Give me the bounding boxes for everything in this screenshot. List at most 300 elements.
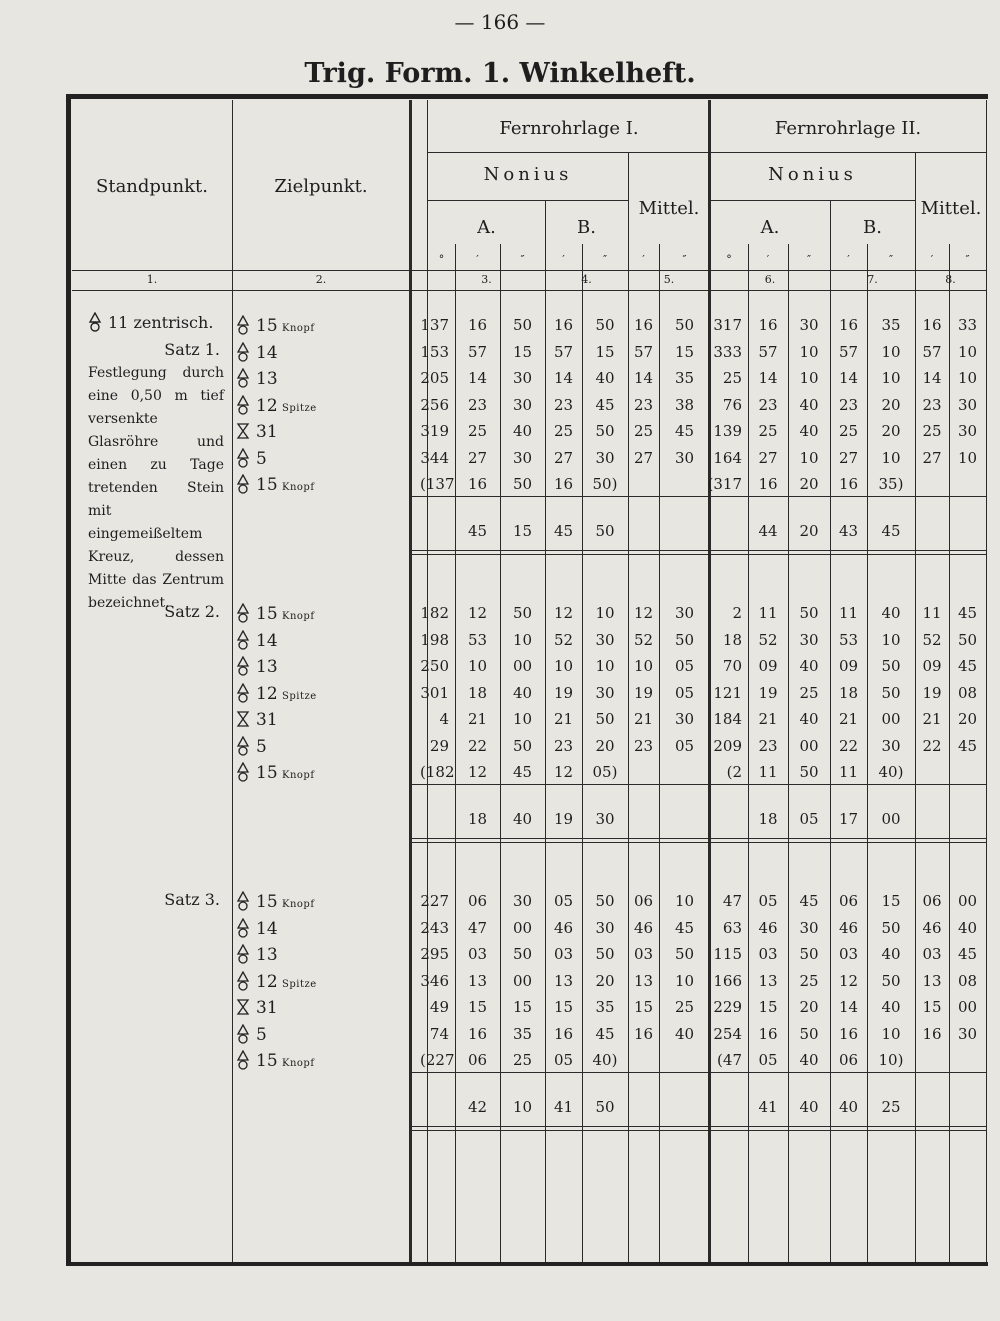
data-cell: 50 bbox=[799, 763, 819, 781]
data-cell: (227 bbox=[420, 1051, 455, 1069]
data-cell: 182 bbox=[420, 604, 449, 622]
unit-mark: ″ bbox=[520, 253, 525, 266]
header-mittel-2: Mittel. bbox=[920, 198, 982, 219]
data-cell: 30 bbox=[595, 918, 615, 937]
data-cell: 13 bbox=[758, 971, 778, 990]
triangulation-signal-icon bbox=[236, 448, 250, 468]
data-cell: 00 bbox=[957, 892, 978, 910]
target-mark: Knopf bbox=[282, 611, 315, 622]
header-nonius-a-1: A. bbox=[477, 217, 496, 238]
data-cell: 21 bbox=[553, 710, 574, 728]
data-cell: 254 bbox=[713, 1024, 742, 1043]
data-cell: 03 bbox=[467, 945, 488, 963]
sum-cell: 41 bbox=[758, 1097, 778, 1116]
data-cell: 50 bbox=[595, 422, 615, 440]
data-cell: 121 bbox=[713, 683, 742, 702]
data-cell: 137 bbox=[420, 316, 449, 334]
data-cell: 03 bbox=[633, 945, 654, 963]
unit-mark: ′ bbox=[476, 253, 479, 266]
target-number: 31 bbox=[256, 710, 278, 730]
data-cell: 10 bbox=[957, 369, 978, 387]
target-point bbox=[236, 342, 282, 362]
data-cell: 40 bbox=[881, 945, 901, 963]
data-cell: 50 bbox=[512, 316, 533, 334]
data-cell: 50 bbox=[512, 945, 533, 963]
data-cell: 14 bbox=[838, 369, 859, 387]
column-number: 2. bbox=[315, 273, 327, 286]
triangulation-signal-icon bbox=[236, 315, 250, 335]
data-cell: 227 bbox=[420, 892, 449, 910]
data-cell: 10 bbox=[512, 630, 533, 649]
data-cell: 14 bbox=[553, 369, 574, 387]
data-cell: 164 bbox=[713, 448, 742, 467]
data-cell: 16 bbox=[838, 1024, 859, 1043]
data-cell: 14 bbox=[838, 998, 859, 1016]
target-mark: Spitze bbox=[282, 690, 317, 702]
data-cell: 153 bbox=[420, 342, 449, 361]
hourglass-signal-icon bbox=[236, 997, 250, 1017]
data-cell: 05 bbox=[674, 657, 695, 675]
data-cell: 18 bbox=[838, 683, 859, 702]
data-cell: 23 bbox=[467, 395, 488, 414]
data-cell: 250 bbox=[420, 657, 449, 675]
data-cell: 40 bbox=[957, 918, 978, 937]
data-cell: 27 bbox=[922, 448, 942, 467]
data-cell: 30 bbox=[595, 448, 615, 467]
data-cell: 03 bbox=[758, 945, 778, 963]
data-cell: 50 bbox=[595, 945, 615, 963]
unit-mark: ″ bbox=[806, 253, 812, 266]
data-cell: 30 bbox=[799, 316, 819, 334]
data-cell: 16 bbox=[758, 1024, 778, 1043]
section-rule bbox=[412, 554, 986, 555]
triangulation-signal-icon bbox=[236, 474, 250, 494]
data-cell: 23 bbox=[758, 395, 778, 414]
data-cell: 50 bbox=[674, 945, 695, 963]
data-cell: 45 bbox=[595, 1024, 615, 1043]
data-cell: 06 bbox=[633, 892, 654, 910]
data-cell: 25 bbox=[467, 422, 488, 440]
data-cell: 09 bbox=[922, 657, 942, 675]
data-cell: 10 bbox=[957, 448, 978, 467]
data-cell: 25 bbox=[799, 683, 819, 702]
data-cell: 40 bbox=[799, 710, 819, 728]
data-cell: 10 bbox=[595, 657, 615, 675]
data-cell: 33 bbox=[957, 316, 978, 334]
section-rule bbox=[412, 1072, 986, 1073]
target-point bbox=[236, 891, 315, 913]
data-cell: 03 bbox=[838, 945, 859, 963]
data-cell: 47 bbox=[722, 892, 742, 910]
sum-cell: 20 bbox=[799, 521, 819, 540]
column-number: 7. bbox=[867, 273, 878, 286]
target-point bbox=[236, 1050, 315, 1072]
data-cell: 30 bbox=[674, 604, 695, 622]
triangulation-signal-icon bbox=[236, 944, 250, 964]
sum-cell: 18 bbox=[758, 809, 778, 828]
hourglass-signal-icon bbox=[236, 421, 250, 441]
data-cell: 16 bbox=[922, 1024, 942, 1043]
data-cell: 2 bbox=[732, 604, 742, 622]
sum-cell: 50 bbox=[595, 521, 615, 540]
data-cell: 63 bbox=[722, 918, 742, 937]
data-cell: 30 bbox=[799, 630, 819, 649]
triangulation-signal-icon bbox=[236, 736, 250, 756]
sum-cell: 43 bbox=[838, 521, 859, 540]
section-rule bbox=[412, 496, 986, 497]
target-point bbox=[236, 603, 315, 625]
target-mark: Spitze bbox=[282, 402, 317, 414]
data-cell: 57 bbox=[633, 342, 654, 361]
triangulation-signal-icon bbox=[236, 368, 250, 388]
target-point bbox=[236, 997, 282, 1017]
data-cell: 317 bbox=[713, 316, 742, 334]
data-cell: 15 bbox=[674, 342, 695, 361]
data-cell: 16 bbox=[467, 316, 488, 334]
sum-cell: 18 bbox=[467, 809, 488, 828]
data-cell: 25 bbox=[722, 369, 742, 387]
data-cell: 23 bbox=[633, 736, 654, 755]
data-cell: 19 bbox=[553, 683, 574, 702]
data-cell: 40 bbox=[799, 657, 819, 675]
data-cell: 57 bbox=[758, 342, 778, 361]
data-cell: 16 bbox=[838, 316, 859, 334]
unit-mark: ″ bbox=[888, 253, 894, 266]
triangulation-signal-icon bbox=[236, 342, 250, 362]
data-cell: 25 bbox=[512, 1051, 533, 1069]
data-cell: 00 bbox=[799, 736, 819, 755]
satz-label: Satz 1. bbox=[164, 340, 220, 359]
data-cell: 05 bbox=[674, 683, 695, 702]
triangulation-signal-icon bbox=[236, 630, 250, 650]
target-point bbox=[236, 630, 282, 650]
data-cell: 18 bbox=[722, 630, 742, 649]
data-cell: 35 bbox=[881, 316, 901, 334]
sum-cell: 44 bbox=[758, 521, 778, 540]
data-cell: 08 bbox=[957, 971, 978, 990]
data-cell: 16 bbox=[467, 1024, 488, 1043]
data-cell: 10 bbox=[799, 342, 819, 361]
data-cell: 15 bbox=[633, 998, 654, 1016]
rule-h bbox=[72, 290, 986, 291]
data-cell: 10 bbox=[881, 342, 901, 361]
data-cell: 10 bbox=[799, 369, 819, 387]
target-mark: Knopf bbox=[282, 1058, 315, 1069]
data-cell: 30 bbox=[674, 710, 695, 728]
data-cell: 205 bbox=[420, 369, 449, 387]
data-cell: 50 bbox=[674, 630, 695, 649]
station-label: 11 zentrisch. bbox=[88, 312, 213, 332]
data-cell: 23 bbox=[553, 736, 574, 755]
target-point bbox=[236, 656, 282, 676]
data-cell: 23 bbox=[633, 395, 654, 414]
target-number: 15 bbox=[256, 892, 278, 912]
target-point bbox=[236, 421, 282, 441]
target-number: 13 bbox=[256, 945, 278, 965]
target-point bbox=[236, 683, 317, 705]
data-cell: 4 bbox=[439, 710, 449, 728]
data-cell: 30 bbox=[957, 395, 978, 414]
data-cell: 10 bbox=[674, 892, 695, 910]
data-cell: 45 bbox=[799, 892, 819, 910]
column-number: 6. bbox=[764, 273, 776, 286]
section-rule bbox=[412, 1130, 986, 1131]
target-point bbox=[236, 315, 315, 337]
data-cell: 45 bbox=[674, 918, 695, 937]
data-cell: 40 bbox=[512, 683, 533, 702]
sum-cell: 40 bbox=[799, 1097, 819, 1116]
data-cell: 295 bbox=[420, 945, 449, 963]
data-cell: 57 bbox=[553, 342, 574, 361]
station-note: Festlegung durch eine 0,50 m tief versenkte Glasröhre und einen zu Tage tretenden Stein mit eingemeißeltem Kreuz, dessen Mitte das Zentrum bezeichnet. bbox=[88, 365, 224, 611]
station-signal-icon bbox=[88, 312, 102, 332]
section-rule bbox=[412, 1126, 986, 1127]
data-cell: 15 bbox=[758, 998, 778, 1016]
data-cell: 20 bbox=[799, 475, 819, 493]
data-cell: 46 bbox=[633, 918, 654, 937]
data-cell: (182 bbox=[420, 763, 455, 781]
target-mark: Knopf bbox=[282, 482, 315, 493]
triangulation-signal-icon bbox=[236, 603, 250, 623]
sum-cell: 45 bbox=[553, 521, 574, 540]
data-cell: 12 bbox=[553, 604, 574, 622]
data-cell: 11 bbox=[838, 604, 859, 622]
data-cell: 30 bbox=[957, 422, 978, 440]
section-rule bbox=[412, 550, 986, 551]
data-cell: 139 bbox=[713, 422, 742, 440]
data-cell: 40 bbox=[674, 1024, 695, 1043]
data-cell: 30 bbox=[512, 395, 533, 414]
header-fernrohrlage-1: Fernrohrlage I. bbox=[499, 118, 639, 139]
data-cell: 15 bbox=[881, 892, 901, 910]
data-cell: 10 bbox=[881, 448, 901, 467]
data-cell: 00 bbox=[512, 657, 533, 675]
data-cell: 27 bbox=[758, 448, 778, 467]
data-cell: 50 bbox=[881, 971, 901, 990]
data-cell: 19 bbox=[633, 683, 654, 702]
data-cell: 14 bbox=[467, 369, 488, 387]
target-number: 13 bbox=[256, 369, 278, 389]
data-cell: 30 bbox=[799, 918, 819, 937]
data-cell: 20 bbox=[881, 395, 901, 414]
data-cell: 13 bbox=[553, 971, 574, 990]
data-cell: 19 bbox=[922, 683, 942, 702]
data-cell: 30 bbox=[512, 448, 533, 467]
data-cell: 57 bbox=[467, 342, 488, 361]
header-nonius-a-2: A. bbox=[760, 217, 780, 238]
data-cell: 50) bbox=[592, 475, 618, 493]
column-number: 3. bbox=[481, 273, 492, 286]
rule-v-right bbox=[986, 100, 987, 1262]
data-cell: 21 bbox=[633, 710, 654, 728]
data-cell: 08 bbox=[957, 683, 978, 702]
sum-cell: 45 bbox=[881, 521, 901, 540]
data-cell: 50 bbox=[881, 657, 901, 675]
target-number: 14 bbox=[256, 342, 278, 363]
target-number: 5 bbox=[256, 448, 267, 469]
target-number: 12 bbox=[256, 395, 278, 416]
data-cell: 40) bbox=[878, 763, 904, 781]
unit-mark: ″ bbox=[602, 253, 608, 266]
sum-cell: 42 bbox=[467, 1097, 488, 1116]
data-cell: 13 bbox=[467, 971, 488, 990]
data-cell: 40 bbox=[512, 422, 533, 440]
data-cell: 333 bbox=[713, 342, 742, 361]
header-mittel-1: Mittel. bbox=[638, 198, 700, 219]
data-cell: 16 bbox=[467, 475, 488, 493]
data-cell: 21 bbox=[922, 710, 942, 728]
data-cell: 11 bbox=[758, 604, 778, 622]
unit-mark: ° bbox=[438, 253, 445, 266]
target-point bbox=[236, 736, 282, 756]
data-cell: 22 bbox=[838, 736, 859, 755]
data-cell: 00 bbox=[512, 971, 533, 990]
data-cell: 18 bbox=[467, 683, 488, 702]
sum-cell: 00 bbox=[881, 809, 901, 828]
unit-mark: ′ bbox=[642, 253, 645, 266]
data-cell: 22 bbox=[922, 736, 942, 755]
data-cell: 11 bbox=[922, 604, 942, 622]
data-cell: 50 bbox=[799, 945, 819, 963]
data-cell: 30 bbox=[595, 630, 615, 649]
data-cell: 23 bbox=[553, 395, 574, 414]
data-cell: 16 bbox=[838, 475, 859, 493]
data-cell: 10 bbox=[674, 971, 695, 990]
data-cell: 23 bbox=[758, 736, 778, 755]
sum-cell: 25 bbox=[881, 1097, 901, 1116]
data-cell: 16 bbox=[758, 475, 778, 493]
data-cell: 50 bbox=[881, 918, 901, 937]
sum-cell: 40 bbox=[838, 1097, 859, 1116]
section-rule bbox=[412, 838, 986, 839]
data-cell: 16 bbox=[553, 316, 574, 334]
data-cell: 12 bbox=[467, 604, 488, 622]
data-cell: 00 bbox=[957, 998, 978, 1016]
data-cell: 46 bbox=[838, 918, 859, 937]
data-cell: 06 bbox=[838, 892, 859, 910]
data-cell: 10 bbox=[881, 1024, 901, 1043]
data-cell: 30 bbox=[881, 736, 901, 755]
data-cell: 16 bbox=[633, 1024, 654, 1043]
data-cell: 13 bbox=[633, 971, 654, 990]
data-cell: 40 bbox=[881, 998, 901, 1016]
unit-mark: ″ bbox=[965, 253, 970, 266]
data-cell: 06 bbox=[838, 1051, 859, 1069]
target-number: 31 bbox=[256, 998, 278, 1018]
data-cell: 23 bbox=[838, 395, 859, 414]
data-cell: 05 bbox=[758, 1051, 778, 1069]
page-number: — 166 — bbox=[454, 10, 546, 34]
target-number: 14 bbox=[256, 918, 278, 939]
sum-cell: 15 bbox=[512, 521, 533, 540]
data-cell: (137 bbox=[420, 475, 455, 493]
data-cell: 22 bbox=[467, 736, 488, 755]
sum-cell: 17 bbox=[838, 809, 859, 828]
target-number: 14 bbox=[256, 630, 278, 651]
sum-cell: 05 bbox=[799, 809, 819, 828]
data-cell: 06 bbox=[467, 1051, 488, 1069]
data-cell: 12 bbox=[838, 971, 859, 990]
data-cell: 35 bbox=[595, 998, 615, 1016]
data-cell: 50 bbox=[799, 604, 819, 622]
unit-mark: ′ bbox=[766, 253, 770, 266]
data-cell: 47 bbox=[467, 918, 488, 937]
unit-mark: ′ bbox=[847, 253, 850, 266]
data-cell: 45 bbox=[674, 422, 695, 440]
rule-h bbox=[710, 200, 915, 201]
data-cell: 50 bbox=[595, 710, 615, 728]
data-cell: 25 bbox=[674, 998, 695, 1016]
data-cell: 40 bbox=[881, 604, 901, 622]
target-number: 13 bbox=[256, 657, 278, 677]
data-cell: 25 bbox=[838, 422, 859, 440]
data-cell: 10 bbox=[957, 342, 978, 361]
target-number: 15 bbox=[256, 763, 278, 783]
data-cell: (317 bbox=[707, 475, 742, 493]
data-cell: 10 bbox=[881, 630, 901, 649]
unit-mark: ″ bbox=[682, 253, 687, 266]
data-cell: 35 bbox=[674, 369, 695, 387]
data-cell: 50 bbox=[881, 683, 901, 702]
target-point bbox=[236, 1024, 282, 1044]
data-cell: 15 bbox=[512, 998, 533, 1016]
data-cell: 45 bbox=[595, 395, 615, 414]
data-cell: 14 bbox=[758, 369, 778, 387]
data-cell: 35 bbox=[512, 1024, 533, 1043]
data-cell: 30 bbox=[674, 448, 695, 467]
data-cell: 30 bbox=[512, 892, 533, 910]
sum-cell: 19 bbox=[553, 809, 574, 828]
data-cell: 00 bbox=[512, 918, 533, 937]
triangulation-signal-icon bbox=[236, 683, 250, 703]
data-cell: 12 bbox=[553, 763, 574, 781]
target-point bbox=[236, 762, 315, 784]
data-cell: 27 bbox=[838, 448, 859, 467]
triangulation-signal-icon bbox=[236, 762, 250, 782]
data-cell: 25 bbox=[553, 422, 574, 440]
unit-mark: ′ bbox=[562, 253, 565, 266]
target-point bbox=[236, 944, 282, 964]
data-cell: 30 bbox=[595, 683, 615, 702]
data-cell: 27 bbox=[553, 448, 574, 467]
target-point bbox=[236, 448, 282, 468]
data-cell: 05 bbox=[758, 892, 778, 910]
data-cell: (2 bbox=[726, 763, 742, 781]
data-cell: 52 bbox=[922, 630, 942, 649]
data-cell: 46 bbox=[553, 918, 574, 937]
data-cell: 45 bbox=[957, 657, 978, 675]
target-number: 5 bbox=[256, 1024, 267, 1045]
data-cell: 30 bbox=[957, 1024, 978, 1043]
column-number: 8. bbox=[945, 273, 956, 286]
data-cell: 301 bbox=[420, 683, 449, 702]
data-cell: 03 bbox=[922, 945, 942, 963]
data-cell: 10 bbox=[881, 369, 901, 387]
target-number: 31 bbox=[256, 422, 278, 442]
data-cell: 27 bbox=[633, 448, 654, 467]
section-rule bbox=[412, 784, 986, 785]
data-cell: 50 bbox=[512, 475, 533, 493]
data-cell: 06 bbox=[922, 892, 942, 910]
data-cell: 46 bbox=[758, 918, 778, 937]
rule-h bbox=[72, 270, 986, 271]
data-cell: 16 bbox=[758, 316, 778, 334]
data-cell: 40 bbox=[799, 395, 819, 414]
data-cell: 53 bbox=[838, 630, 859, 649]
sum-cell: 10 bbox=[512, 1097, 533, 1116]
data-cell: 115 bbox=[713, 945, 742, 963]
section-rule bbox=[412, 842, 986, 843]
